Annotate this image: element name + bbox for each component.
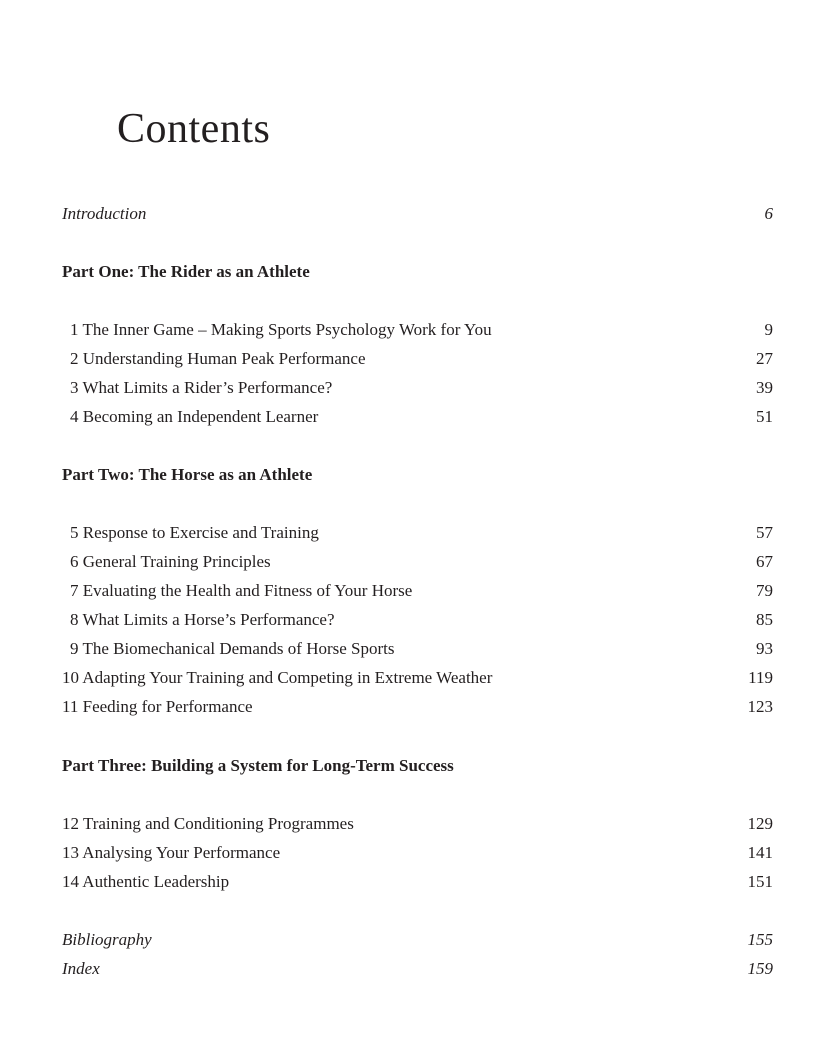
toc-entry-label: Introduction — [62, 204, 147, 223]
toc-entry-label: 6 General Training Principles — [70, 552, 271, 571]
toc-entry-label: 5 Response to Exercise and Training — [70, 523, 319, 542]
toc-entry-page: 119 — [748, 668, 773, 687]
part-heading-one: Part One: The Rider as an Athlete — [62, 262, 310, 281]
toc-entry-introduction[interactable] — [62, 202, 773, 226]
toc-entry-chapter-6[interactable] — [62, 550, 773, 574]
page-title: Contents — [117, 106, 271, 152]
toc-entry-label: Index — [62, 959, 100, 978]
toc-entry-chapter-10[interactable] — [62, 666, 773, 690]
toc-entry-label: 12 Training and Conditioning Programmes — [62, 814, 354, 833]
toc-entry-chapter-5[interactable] — [62, 521, 773, 545]
toc-entry-page: 79 — [756, 581, 773, 600]
toc-entry-chapter-14[interactable] — [62, 870, 773, 894]
toc-entry-label: 4 Becoming an Independent Learner — [70, 407, 319, 426]
part-heading-two: Part Two: The Horse as an Athlete — [62, 465, 313, 484]
toc-entry-page: 6 — [764, 204, 773, 223]
toc-entry-chapter-4[interactable] — [62, 405, 773, 429]
toc-entry-chapter-3[interactable] — [62, 376, 773, 400]
toc-entry-page: 123 — [747, 697, 773, 716]
toc-entry-page: 129 — [747, 814, 773, 833]
toc-entry-chapter-1[interactable] — [62, 318, 773, 342]
toc-entry-label: 14 Authentic Leadership — [62, 872, 230, 891]
toc-entry-chapter-7[interactable] — [62, 579, 773, 603]
toc-entry-page: 9 — [764, 320, 773, 339]
toc-entry-chapter-11[interactable] — [62, 695, 773, 719]
toc-entry-page: 141 — [747, 843, 773, 862]
part-heading-three: Part Three: Building a System for Long-Term Success — [62, 756, 454, 775]
toc-entry-label: 8 What Limits a Horse’s Performance? — [70, 610, 335, 629]
toc-entry-page: 39 — [756, 378, 773, 397]
toc-entry-label: Bibliography — [62, 930, 152, 949]
toc-entry-page: 85 — [756, 610, 773, 629]
toc-entry-chapter-12[interactable] — [62, 812, 773, 836]
toc-entry-label: 11 Feeding for Performance — [62, 697, 253, 716]
toc-entry-label: 1 The Inner Game – Making Sports Psychology Work for You — [70, 320, 492, 339]
toc-entry-page: 27 — [756, 349, 773, 368]
toc-entry-chapter-13[interactable] — [62, 841, 773, 865]
toc-entry-page: 93 — [756, 639, 773, 658]
toc-entry-page: 159 — [747, 959, 773, 978]
toc-entry-label: 2 Understanding Human Peak Performance — [70, 349, 366, 368]
toc-entry-page: 151 — [747, 872, 773, 891]
toc-entry-label: 3 What Limits a Rider’s Performance? — [70, 378, 333, 397]
toc-entry-page: 67 — [756, 552, 773, 571]
toc-entry-chapter-9[interactable] — [62, 637, 773, 661]
toc-entry-label: 9 The Biomechanical Demands of Horse Sports — [70, 639, 395, 658]
toc-entry-label: 7 Evaluating the Health and Fitness of Your Horse — [70, 581, 413, 600]
toc-entry-label: 13 Analysing Your Performance — [62, 843, 281, 862]
toc-entry-index[interactable] — [62, 957, 773, 981]
toc-entry-label: 10 Adapting Your Training and Competing in Extreme Weather — [62, 668, 493, 687]
toc-entry-page: 155 — [747, 930, 773, 949]
toc-entry-chapter-2[interactable] — [62, 347, 773, 371]
toc-entry-page: 51 — [756, 407, 773, 426]
toc-entry-page: 57 — [756, 523, 773, 542]
toc-entry-bibliography[interactable] — [62, 928, 773, 952]
toc-entry-chapter-8[interactable] — [62, 608, 773, 632]
